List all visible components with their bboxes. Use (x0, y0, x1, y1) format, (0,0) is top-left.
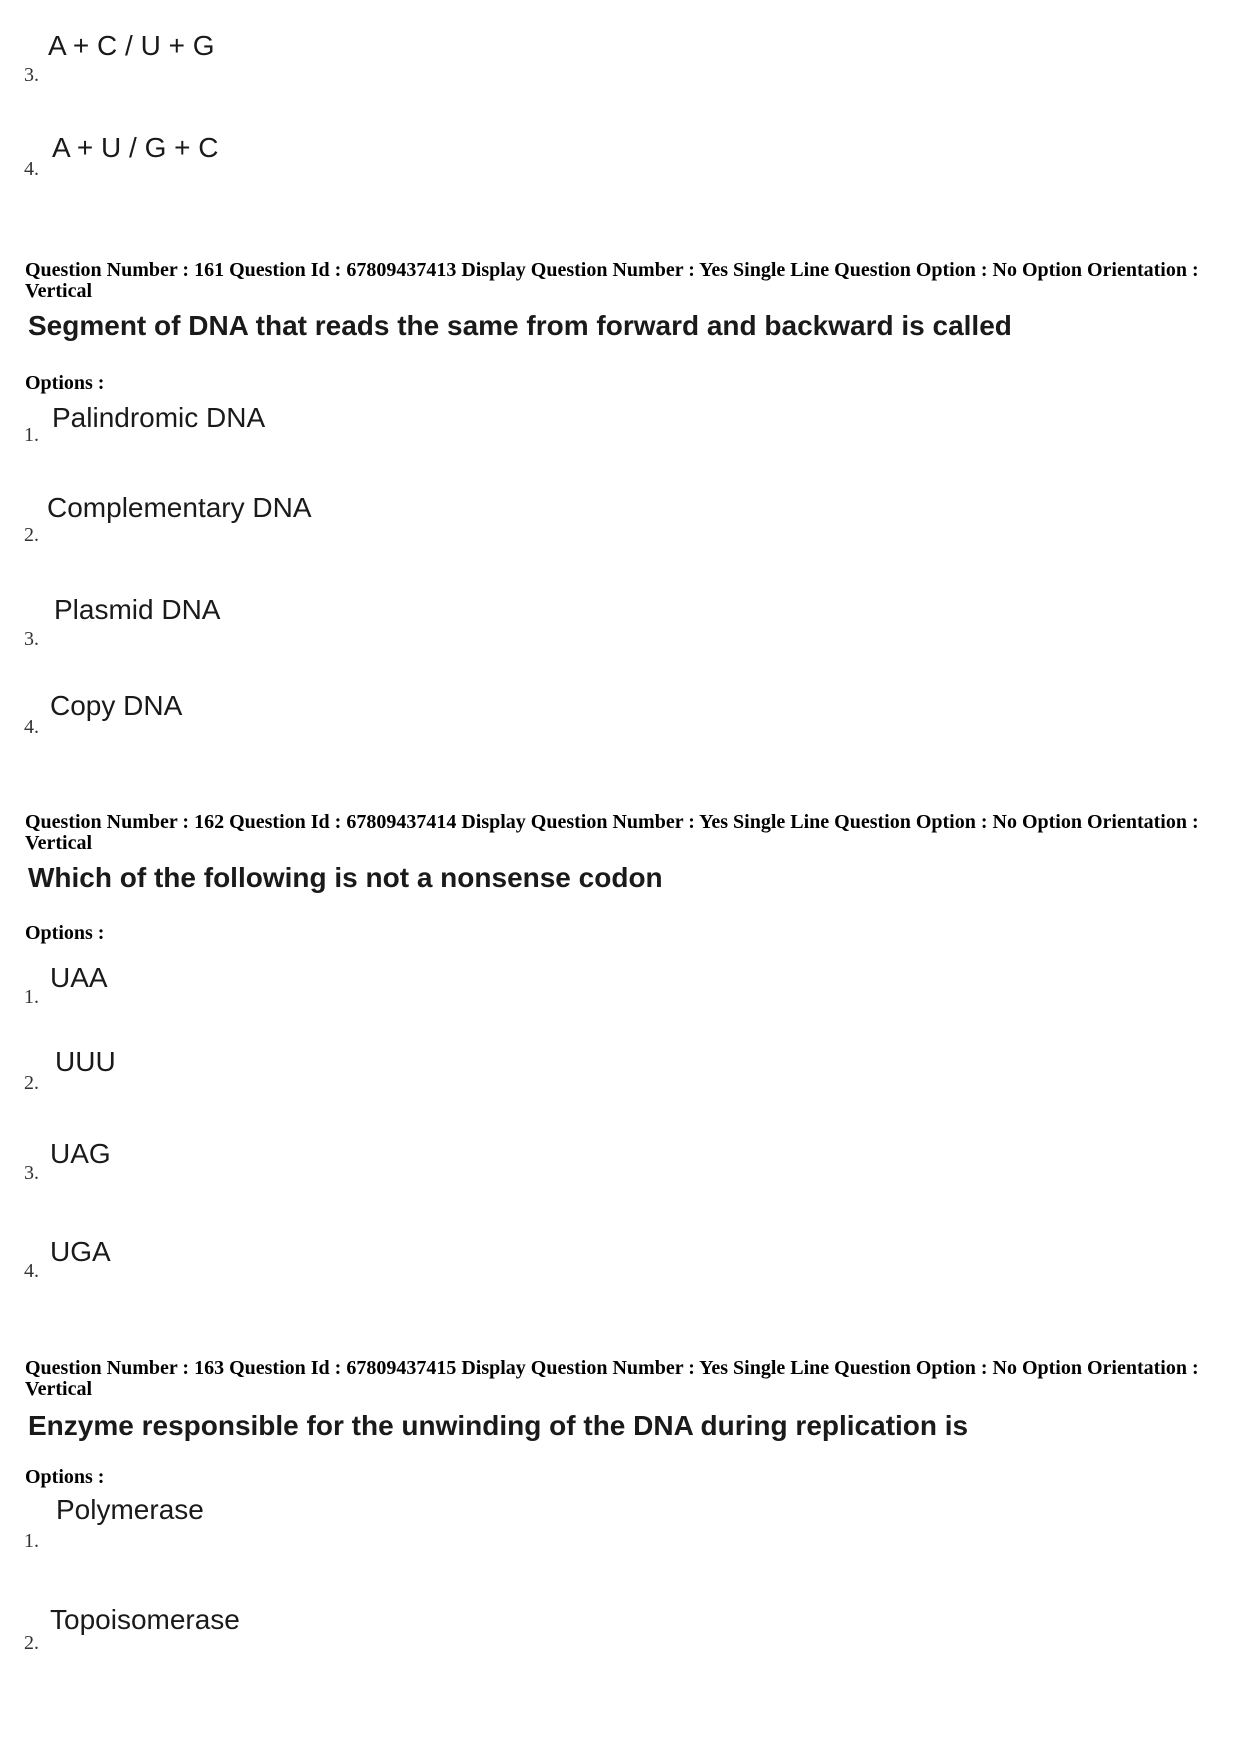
option-text: Complementary DNA (47, 492, 312, 523)
option-text: UAG (50, 1138, 111, 1169)
option-number: 3. (24, 64, 39, 86)
option-text: Topoisomerase (50, 1604, 240, 1635)
option-number: 4. (24, 158, 39, 180)
question-meta: Question Number : 163 Question Id : 67809437415 Display Question Number : Yes Single Line Question Option : No Option Orientation : Vertical (25, 1357, 1199, 1400)
option-text: A + U / G + C (52, 132, 219, 163)
option-number: 1. (24, 986, 39, 1008)
option-text: Copy DNA (50, 690, 183, 721)
question-meta: Question Number : 162 Question Id : 67809437414 Display Question Number : Yes Single Line Question Option : No Option Orientation : Vertical (25, 811, 1199, 854)
options-label: Options : (25, 922, 105, 944)
option-text: A + C / U + G (48, 30, 215, 61)
options-label: Options : (25, 1466, 105, 1488)
option-text: UGA (50, 1236, 111, 1267)
option-number: 1. (24, 1530, 39, 1552)
option-number: 4. (24, 716, 39, 738)
option-number: 2. (24, 1072, 39, 1094)
option-number: 3. (24, 1162, 39, 1184)
option-number: 2. (24, 524, 39, 546)
option-text: Palindromic DNA (52, 402, 266, 433)
options-label: Options : (25, 372, 105, 394)
option-number: 3. (24, 628, 39, 650)
question-text: Enzyme responsible for the unwinding of the DNA during replication is (28, 1410, 969, 1441)
question-meta: Question Number : 161 Question Id : 67809437413 Display Question Number : Yes Single Line Question Option : No Option Orientation : Vertical (25, 259, 1199, 302)
option-text: UUU (55, 1046, 116, 1077)
option-text: Polymerase (56, 1494, 204, 1525)
question-text: Segment of DNA that reads the same from forward and backward is called (28, 310, 1012, 341)
option-number: 1. (24, 424, 39, 446)
option-number: 2. (24, 1632, 39, 1654)
option-text: UAA (50, 962, 108, 993)
option-text: Plasmid DNA (54, 594, 221, 625)
option-number: 4. (24, 1260, 39, 1282)
question-text: Which of the following is not a nonsense codon (28, 862, 663, 893)
